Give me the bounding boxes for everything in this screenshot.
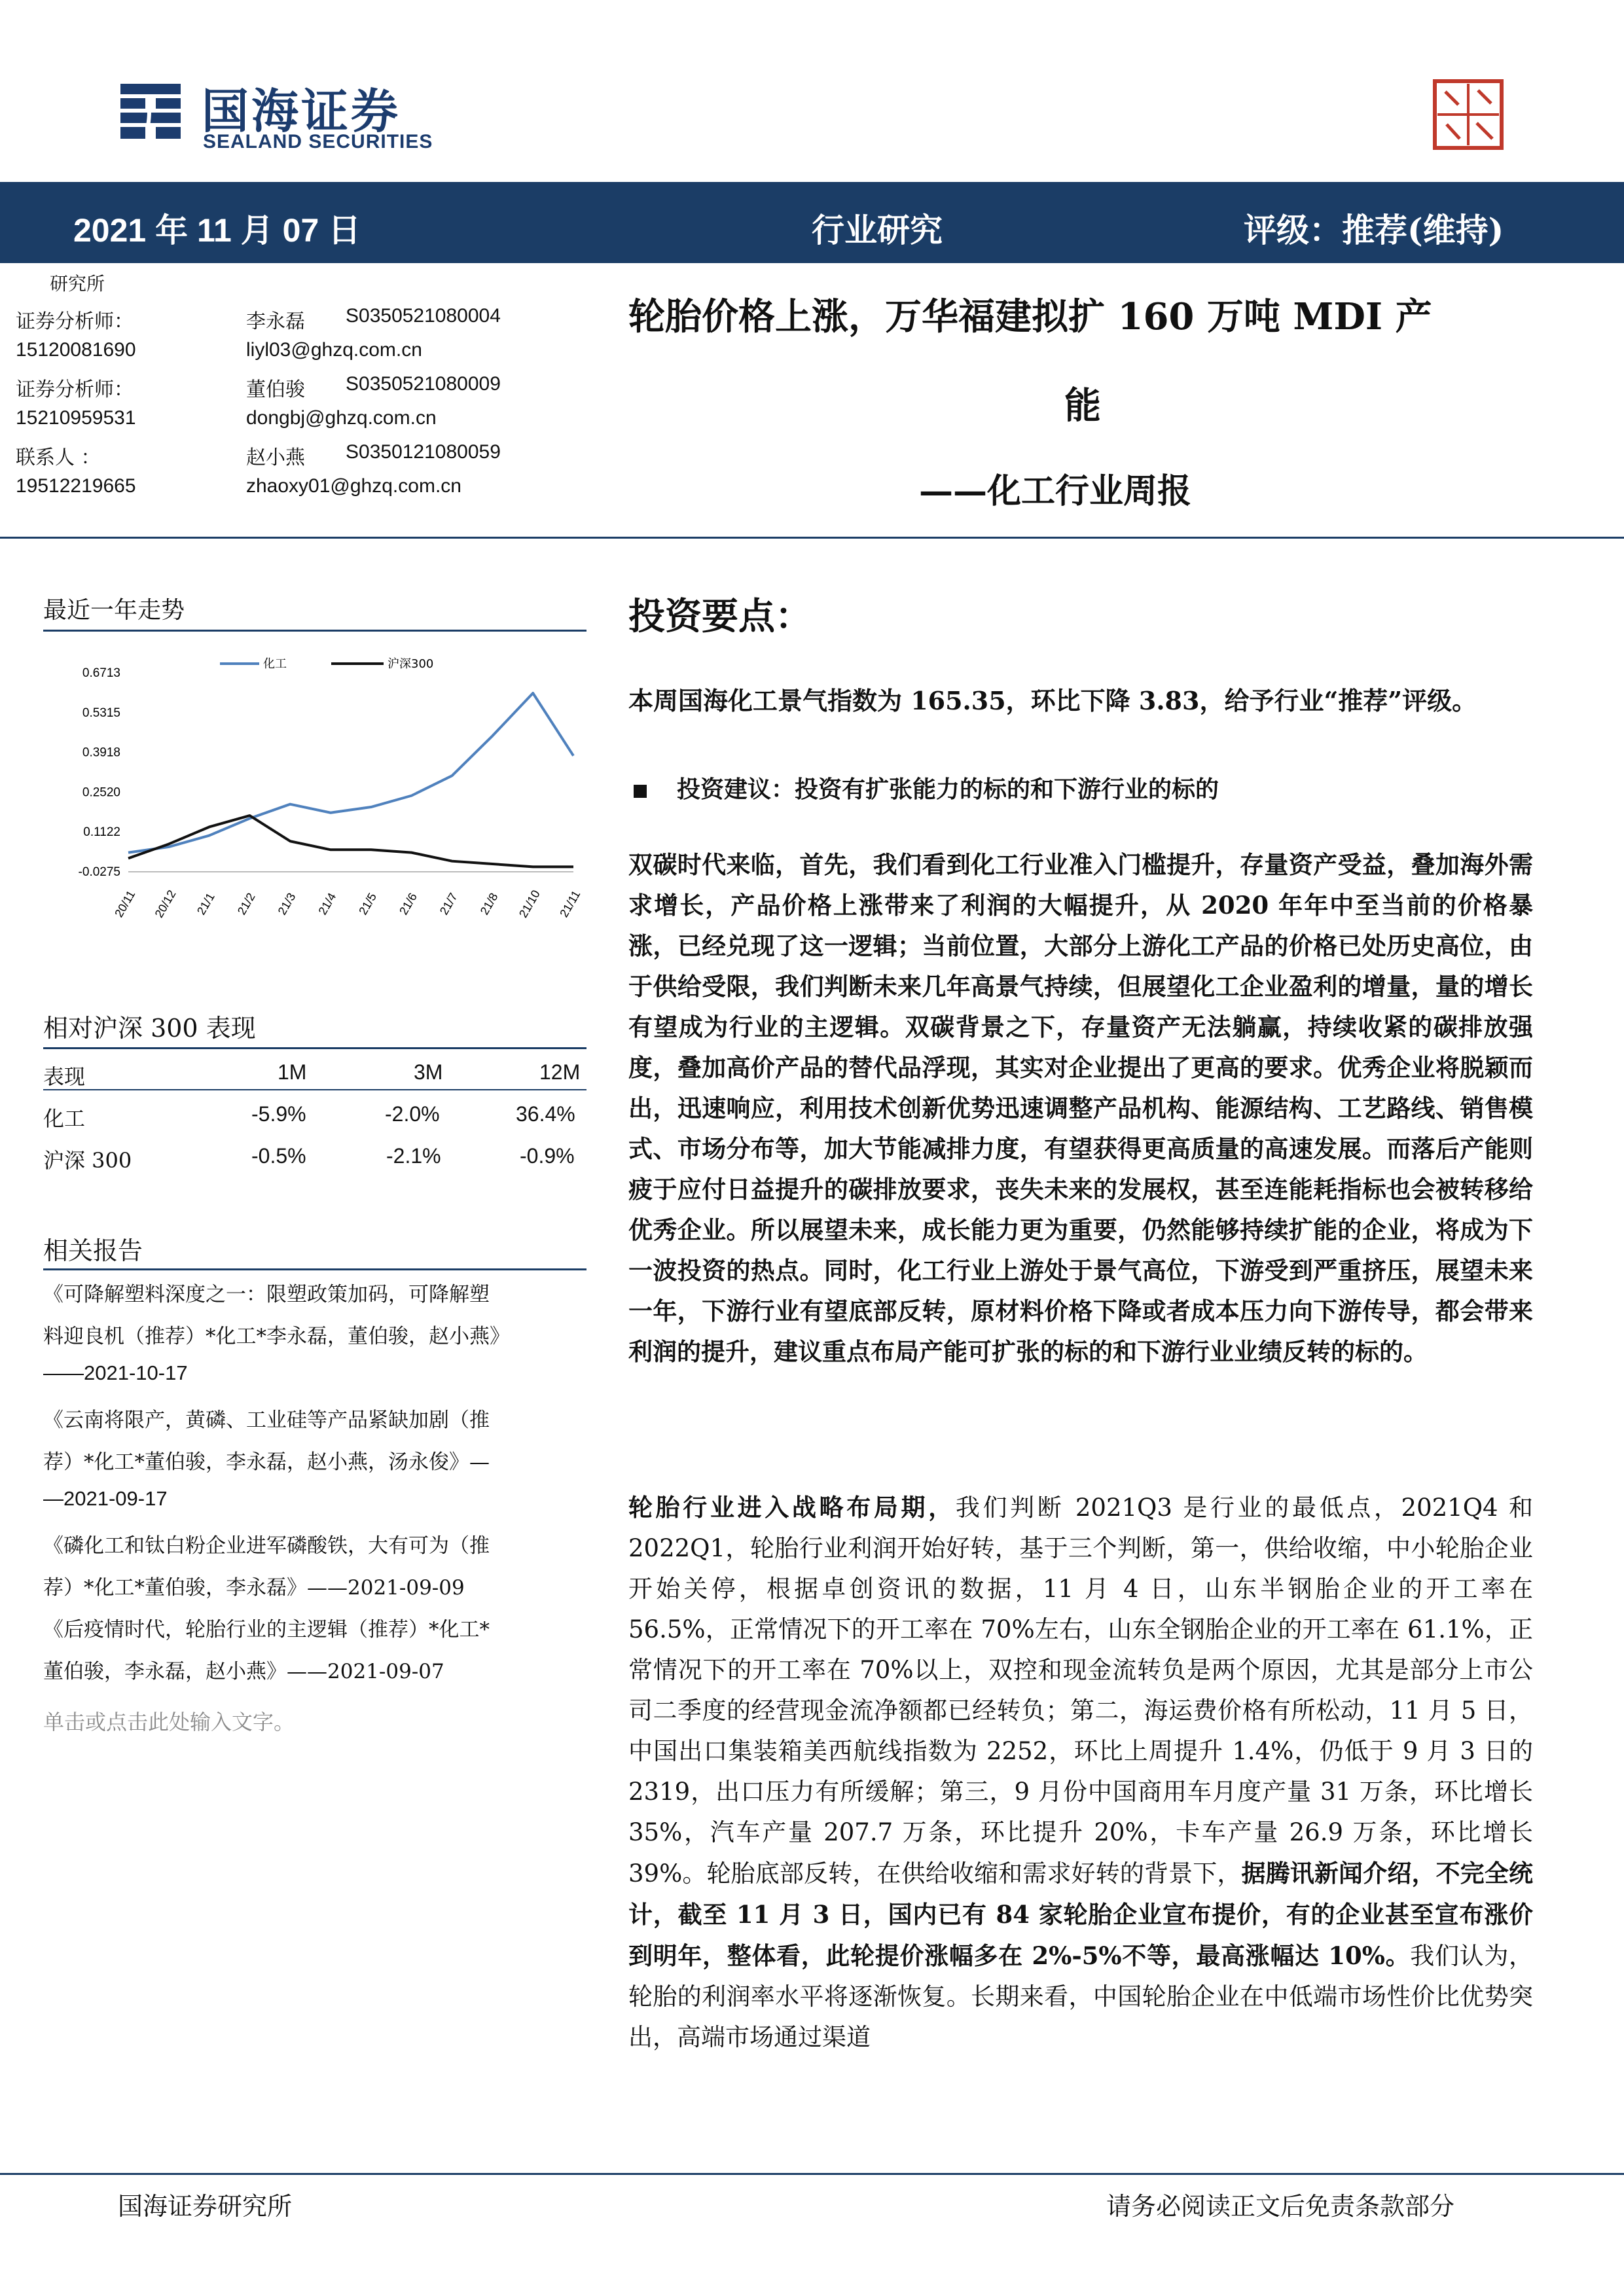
analyst-phone: 19512219665	[16, 475, 136, 497]
perf-cell: -0.5%	[251, 1144, 306, 1168]
perf-cell: -2.1%	[386, 1144, 441, 1168]
x-tick-label: 21/10	[516, 888, 543, 920]
related-report-line[interactable]: 荐）*化工*董伯骏，李永磊》——2021-09-09	[43, 1576, 465, 1600]
analyst-email[interactable]: zhaoxy01@ghzq.com.cn	[246, 475, 461, 497]
x-tick-label: 21/6	[397, 890, 420, 918]
analyst-role: 证券分析师：	[16, 378, 134, 401]
y-tick-label: 0.6713	[82, 666, 120, 680]
related-report-line[interactable]: 荐）*化工*董伯骏，李永磊，赵小燕，汤永俊》—	[43, 1450, 490, 1474]
perf-col-header: 12M	[539, 1060, 581, 1084]
chart-legend	[220, 657, 433, 671]
x-tick-label: 21/1	[194, 890, 217, 918]
perf-cell: -5.9%	[251, 1102, 306, 1126]
paragraph-1	[628, 844, 1533, 1372]
x-tick-label: 21/3	[275, 890, 298, 918]
analyst-role: 联系人 ：	[16, 446, 101, 469]
bullet-heading	[634, 771, 1219, 804]
perf-rule-mid	[43, 1089, 586, 1090]
y-tick-label: -0.0275	[78, 865, 120, 879]
trend-chart	[43, 641, 586, 942]
perf-heading: 相对沪深 300 表现	[43, 1014, 256, 1043]
related-rule	[43, 1268, 586, 1270]
footer-org: 国海证券研究所	[118, 2192, 293, 2221]
report-title-cont: 能	[1064, 384, 1101, 427]
perf-cell: 36.4%	[516, 1102, 575, 1126]
analyst-cert: S0350521080009	[346, 373, 501, 395]
paragraph-1-text: 双碳时代来临，首先，我们看到化工行业准入门槛提升，存量资产受益，叠加海外需求增长，产品价格上涨带来了利润的大幅提升，从 2020 年年中至当前的价格暴涨，已经兑现了这一逻辑；当前位置，大部分上游化工产品的价格已处历史高位，由于供给受限，我们判断未来几年高景气持续，但展望化工企业盈利的增量，量的增长有望成为行业的主逻辑。双碳背景之下，存量资产无法躺赢，持续收紧的碳排放强度，叠加高价产品的替代品浮现，其实对企业提出了更高的要求。优秀企业将脱颖而出，迅速响应，利用技术创新优势迅速调整产品机构、能源结构、工艺路线、销售模式、市场分布等，加大节能减排力度，有望获得更高质量的高速发展。而落后产能则疲于应付日益提升的碳排放要求，丧失未来的发展权，甚至连能耗指标也会被转移给优秀企业。所以展望未来，成长能力更为重要，仍然能够持续扩能的企业，将成为下一波投资的热点。同时，化工行业上游处于景气高位，下游受到严重挤压，展望未来一年，下游行业有望底部反转，原材料价格下降或者成本压力向下游传导，都会带来利润的提升，建议重点布局产能可扩张的标的和下游行业业绩反转的标的。	[628, 850, 1533, 1366]
related-report-line[interactable]: 《云南将限产，黄磷、工业硅等产品紧缺加剧（推	[43, 1408, 490, 1432]
related-report-date: ——2021-10-17	[43, 1361, 188, 1384]
sealand-logo-icon	[115, 77, 186, 145]
logo-en: SEALAND SECURITIES	[203, 131, 433, 152]
legend-label-hs300: 沪深300	[388, 657, 434, 671]
para2-tail: 我们认为，轮胎的利润率水平将逐渐恢复。长期来看，中国轮胎企业在中低端市场性价比优势突出，高端市场通过渠道	[628, 1942, 1533, 2051]
logo-cn: 国海证券	[202, 86, 401, 138]
report-subtitle: ——化工行业周报	[919, 471, 1192, 511]
rating: 评级：推荐(维持)	[1244, 211, 1504, 249]
trend-rule	[43, 630, 586, 632]
analyst-phone: 15210959531	[16, 407, 136, 429]
related-heading: 相关报告	[43, 1236, 143, 1265]
analyst-phone: 15120081690	[16, 339, 136, 361]
related-report-line[interactable]: 《后疫情时代，轮胎行业的主逻辑（推荐）*化工*	[43, 1618, 490, 1641]
paragraph-2	[628, 1487, 1533, 2058]
series-line-hs300	[128, 816, 573, 867]
bullet-square-icon	[634, 785, 647, 798]
perf-cell: -2.0%	[385, 1102, 440, 1126]
y-tick-label: 0.1122	[83, 825, 120, 840]
related-report-line[interactable]: 料迎良机（推荐）*化工*李永磊，董伯骏，赵小燕》	[43, 1325, 510, 1348]
bullet-text: 投资建议：投资有扩张能力的标的和下游行业的标的	[677, 776, 1219, 803]
series-line-hg	[128, 693, 573, 853]
section-title: 投资要点：	[628, 595, 812, 638]
x-tick-label: 20/12	[152, 888, 179, 920]
analyst-email[interactable]: liyl03@ghzq.com.cn	[246, 339, 422, 361]
analyst-cert: S0350521080004	[346, 305, 501, 327]
analyst-name: 李永磊	[246, 310, 305, 333]
x-tick-label: 21/5	[356, 890, 380, 918]
perf-col-header: 1M	[278, 1060, 307, 1084]
header-divider	[0, 537, 1624, 539]
perf-col-header: 3M	[414, 1060, 443, 1084]
x-tick-label: 21/2	[234, 890, 258, 918]
summary-line: 本周国海化工景气指数为 165.35，环比下降 3.83，给予行业“推荐”评级。	[628, 686, 1477, 715]
para2-body: 我们判断 2021Q3 是行业的最低点，2021Q4 和 2022Q1，轮胎行业利润开始好转，基于三个判断，第一，供给收缩，中小轮胎企业开始关停，根据卓创资讯的数据，11 月 4 日，山东半钢胎企业的开工率在 56.5%，正常情况下的开工率在 70%左右，山东全钢胎企业的开工率在 61.1%，正常情况下的开工率在 70%以上，双控和现金流转负是两个原因，尤其是部分上市公司二季度的经营现金流净额都已经转负；第二，海运费价格有所松动，11 月 5 日，中国出口集装箱美西航线指数为 2252，环比上周提升 1.4%，仍低于 9 月 3 日的 2319，出口压力有所缓解；第三，9 月份中国商用车月度产量 31 万条，环比增长 35%，汽车产量 207.7 万条，环比提升 20%，卡车产量 26.9 万条，环比增长 39%。轮胎底部反转，在供给收缩和需求好转的背景下，	[628, 1494, 1533, 1888]
related-report-line[interactable]: 《可降解塑料深度之一：限塑政策加码，可降解塑	[43, 1283, 490, 1306]
perf-col-header: 表现	[43, 1064, 86, 1089]
x-tick-label: 21/7	[437, 890, 460, 918]
analyst-name: 赵小燕	[246, 446, 305, 469]
perf-cell: -0.9%	[520, 1144, 575, 1168]
footer-rule	[0, 2173, 1624, 2175]
report-title: 轮胎价格上涨，万华福建拟扩 160 万吨 MDI 产	[628, 295, 1432, 338]
y-tick-label: 0.5315	[82, 706, 120, 720]
related-report-date: —2021-09-17	[43, 1487, 168, 1510]
related-report-line[interactable]: 董伯骏，李永磊，赵小燕》——2021-09-07	[43, 1660, 444, 1683]
footer-disclaimer: 请务必阅读正文后免责条款部分	[1106, 2192, 1455, 2221]
dept-label: 研究所	[50, 273, 105, 295]
placeholder-text[interactable]: 单击或点击此处输入文字。	[43, 1710, 295, 1734]
x-tick-label: 21/4	[316, 890, 339, 918]
legend-label-hg: 化工	[263, 657, 287, 671]
y-tick-label: 0.3918	[82, 745, 120, 760]
analyst-role: 证券分析师：	[16, 310, 134, 333]
x-tick-label: 21/8	[477, 890, 501, 918]
para2-lead: 轮胎行业进入战略布局期，	[628, 1493, 956, 1522]
related-report-line[interactable]: 《磷化工和钛白粉企业进军磷酸铁，大有可为（推	[43, 1534, 490, 1558]
perf-row-label: 化工	[43, 1106, 86, 1131]
analyst-email[interactable]: dongbj@ghzq.com.cn	[246, 407, 437, 429]
x-tick-label: 20/11	[112, 888, 138, 920]
perf-row-label: 沪深 300	[43, 1148, 132, 1173]
report-type: 行业研究	[812, 211, 943, 249]
report-date: 2021 年 11 月 07 日	[73, 212, 361, 249]
para2-highlight: 据腾讯新闻介绍，不完全统计，截至 11 月 3 日，国内已有 84 家轮胎企业宣布提价，有的企业甚至宣布涨价到明年，整体看，此轮提价涨幅多在 2%-5%不等，最高涨幅达 10%。	[628, 1859, 1533, 1970]
y-tick-label: 0.2520	[82, 785, 120, 800]
analyst-cert: S0350121080059	[346, 441, 501, 463]
analyst-name: 董伯骏	[246, 378, 305, 401]
research-seal-icon	[1432, 79, 1504, 151]
trend-heading: 最近一年走势	[43, 597, 185, 624]
x-tick-label: 21/11	[557, 888, 583, 920]
perf-rule-top	[43, 1047, 586, 1049]
